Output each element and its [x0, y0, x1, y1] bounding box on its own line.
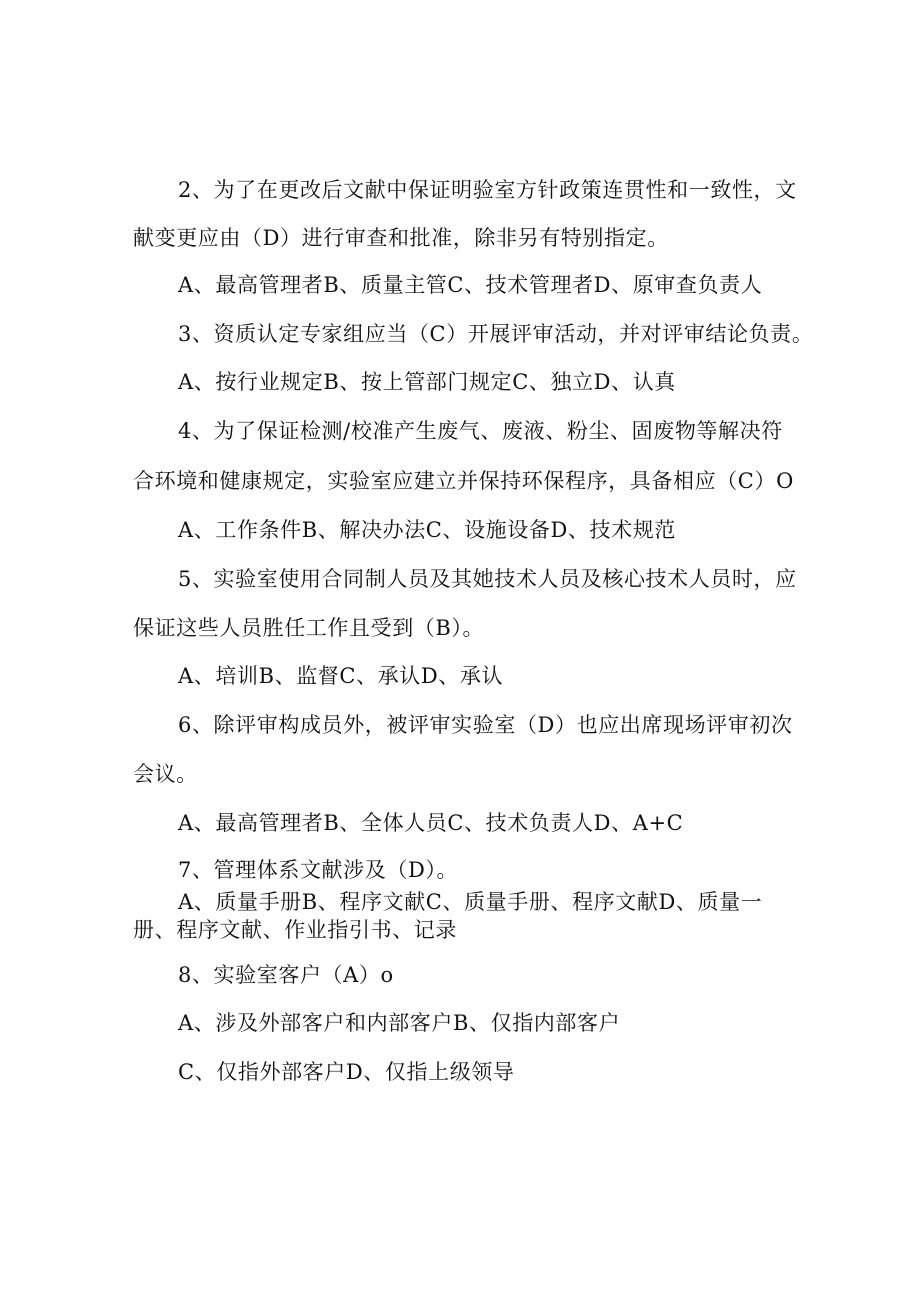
q4-line-2: 合环境和健康规定，实验室应建立并保持环保程序，具备相应（C）O: [133, 469, 794, 493]
q8-options-line-2: C、仅指外部客户D、仅指上级领导: [178, 1060, 515, 1084]
q4-options: A、工作条件B、解决办法C、设施设备D、技术规范: [178, 518, 676, 542]
q6-line-1: 6、除评审构成员外，被评审实验室（D）也应出席现场评审初次: [178, 713, 793, 737]
q8-line-1: 8、实验室客户（A）o: [178, 963, 394, 987]
q2-line-1: 2、为了在更改后文献中保证明验室方针政策连贯性和一致性，文: [178, 178, 797, 202]
q8-options-line-1: A、涉及外部客户和内部客户B、仅指内部客户: [178, 1011, 621, 1035]
q5-options: A、培训B、监督C、承认D、承认: [178, 664, 504, 688]
q6-line-2: 会议。: [133, 762, 198, 786]
q7-options-line-1: A、质量手册B、程序文献C、质量手册、程序文献D、质量一: [178, 890, 763, 914]
q4-line-1: 4、为了保证检测/校准产生废气、废液、粉尘、固废物等解决符: [178, 419, 783, 443]
q3-options: A、按行业规定B、按上管部门规定C、独立D、认真: [178, 370, 676, 394]
q2-line-2: 献变更应由（D）进行审查和批准，除非另有特别指定。: [133, 226, 669, 250]
q3-line-1: 3、资质认定专家组应当（C）开展评审活动，并对评审结论负责。: [178, 322, 814, 346]
q6-options: A、最高管理者B、全体人员C、技术负责人D、A+C: [178, 811, 684, 835]
q7-options-line-2: 册、程序文献、作业指引书、记录: [133, 918, 457, 942]
q7-line-1: 7、管理体系文献涉及（D）。: [178, 858, 459, 882]
q2-options: A、最高管理者B、质量主管C、技术管理者D、原审查负责人: [178, 273, 763, 297]
q5-line-1: 5、实验室使用合同制人员及其她技术人员及核心技术人员时，应: [178, 567, 797, 591]
q5-line-2: 保证这些人员胜任工作且受到（B）。: [133, 616, 485, 640]
